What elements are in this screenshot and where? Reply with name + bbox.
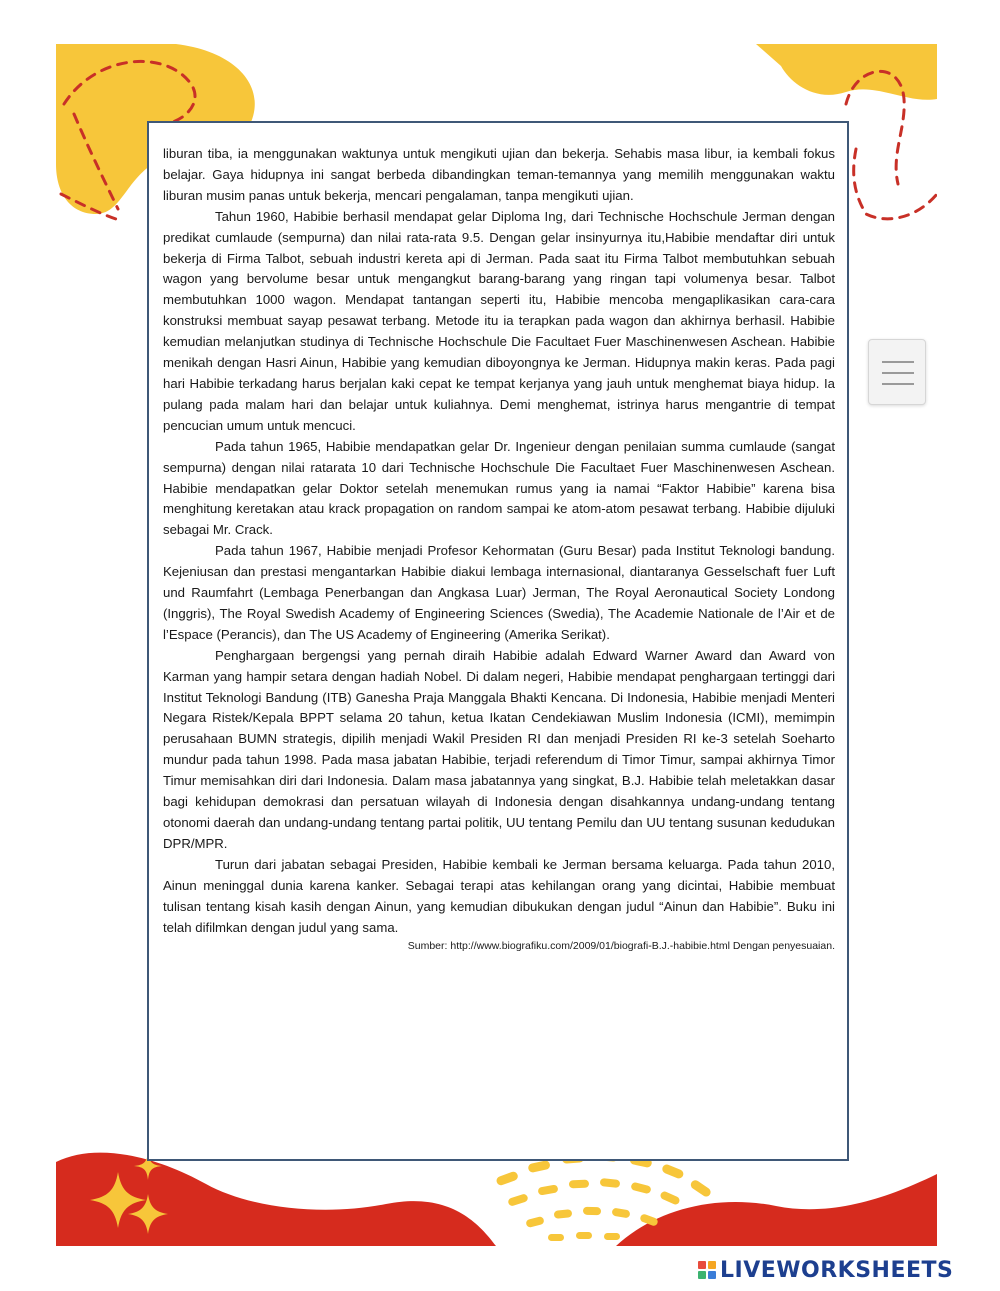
article-paragraph: liburan tiba, ia menggunakan waktunya untuk mengikuti ujian dan bekerja. Sehabis masa libur, ia kembali fokus belajar. Gaya hidupnya ini sangat berbeda dibandingkan teman-temannya yang memilih menggunakan waktu liburan musim panas untuk bekerja, mencari pengalaman, tanpa mengikuti ujian. <box>163 146 835 203</box>
hamburger-icon-bar <box>882 361 914 363</box>
logo-tile <box>708 1261 716 1269</box>
article-text-box <box>147 121 849 1161</box>
article-paragraph: Turun dari jabatan sebagai Presiden, Habibie kembali ke Jerman bersama keluarga. Pada tahun 2010, Ainun meninggal dunia karena kanker. Sebagai terapi atas kehilangan orang yang dicintai, Habibie membuat tulisan tentang kisah kasih dengan Ainun, yang kemudian dibukukan dengan judul “Ainun dan Habibie”. Buku ini telah difilmkan dengan judul yang sama. <box>163 856 835 935</box>
article-paragraph: Pada tahun 1967, Habibie menjadi Profesor Kehormatan (Guru Besar) pada Institut Teknologi bandung. Kejeniusan dan prestasi mengantarkan Habibie diakui lembaga internasional, diantaranya Gesselschaft fuer Luft und Raumfahrt (Lembaga Penerbangan dan Angkasa Luar) Jerman, The Royal Aeronautical Society Londong (Inggris), The Royal Swedish Academy of Engineering Sciences (Swedia), The Academie Nationale de l’Air et de l’Espace (Perancis), dan The US Academy of Engineering (Amerika Serikat). <box>163 543 835 642</box>
bottom-right-red-wave <box>616 1174 937 1246</box>
worksheet-page <box>56 44 937 1246</box>
source-citation: Sumber: http://www.biografiku.com/2009/01/biografi-B.J.-habibie.html Dengan penyesuaian. <box>407 940 835 953</box>
liveworksheets-logo[interactable] <box>698 1255 953 1285</box>
article-body <box>163 144 835 954</box>
top-right-yellow-blob <box>756 44 937 100</box>
article-paragraph: Penghargaan bergengsi yang pernah diraih Habibie adalah Edward Warner Award dan Award von Karman yang hampir setara dengan hadiah Nobel. Di dalam negeri, Habibie mendapat penghargaan tertinggi dari Institut Teknologi Bandung (ITB) Ganesha Praja Manggala Bhakti Kencana. Di Indonesia, Habibie menjadi Menteri Negara Ristek/Kepala BPPT selama 20 tahun, ketua Ikatan Cendekiawan Muslim Indonesia (ICMI), memimpin perusahaan BUMN strategis, dipilih menjadi Wakil Presiden RI dan menjadi Presiden RI ke-3 setelah Soeharto mundur pada tahun 1998. Pada masa jabatan Habibie, terjadi referendum di Timor Timur, sampai akhirnya Timor Timur memisahkan diri dari Indonesia. Dalam masa jabatannya yang singkat, B.J. Habibie telah meletakkan dasar bagi kehidupan demokrasi dan persatuan wilayah di Indonesia dengan disahkannya undang-undang tentang otonomi daerah dan undang-undang tentang partai politik, UU tentang Pemilu dan UU tentang susunan kedudukan DPR/MPR. <box>163 647 835 851</box>
logo-tile <box>698 1261 706 1269</box>
brand-name: LIVEWORKSHEETS <box>720 1257 954 1283</box>
hamburger-icon-bar <box>882 383 914 385</box>
logo-tile <box>698 1271 706 1279</box>
logo-tile <box>708 1271 716 1279</box>
hamburger-icon-bar <box>882 372 914 374</box>
article-paragraph: Pada tahun 1965, Habibie mendapatkan gelar Dr. Ingenieur dengan penilaian summa cumlaude (sangat sempurna) dengan nilai ratarata 10 dari Technische Hochschule Die Facultaet Fuer Maschinenwesen Aschean. Habibie mendapatkan gelar Doktor setelah menemukan rumus yang ia namai “Faktor Habibie” karena bisa menghitung keretakan atau krack propagation on random sampai ke atom-atom pesawat terbang. Habibie dijuluki sebagai Mr. Crack. <box>163 438 835 538</box>
liveworksheets-logo-icon <box>698 1261 716 1279</box>
article-paragraph: Tahun 1960, Habibie berhasil mendapat gelar Diploma Ing, dari Technische Hochschule Jerman dengan predikat cumlaude (sempurna) dan nilai rata-rata 9.5. Dengan gelar insinyurnya itu,Habibie mendaftar diri untuk bekerja di Firma Talbot, sebuah industri kereta api di Jerman. Pada saat itu Firma Talbot membutuhkan sebuah wagon yang bervolume besar untuk mengangkut barang-barang yang ringan tapi volumenya besar. Talbot membutuhkan 1000 wagon. Mendapat tantangan seperti itu, Habibie mencoba mengaplikasikan cara-cara konstruksi membuat sayap pesawat terbang. Metode itu ia terapkan pada wagon dan akhirnya berhasil. Habibie kemudian melanjutkan studinya di Technische Hochschule Die Facultaet Fuer Maschinenwesen Aschean. Habibie menikah dengan Hasri Ainun, Habibie yang kemudian diboyongnya ke Jerman. Hidupnya makin keras. Pada pagi hari Habibie terkadang harus berjalan kaki cepat ke tempat kerjanya yang jauh untuk menghemat biaya hidup. Ia pulang pada malam hari dan belajar untuk kuliahnya. Demi menghemat, istrinya harus mengantrie di tempat pencucian umum untuk mencuci. <box>163 208 835 433</box>
menu-button[interactable] <box>868 339 926 405</box>
